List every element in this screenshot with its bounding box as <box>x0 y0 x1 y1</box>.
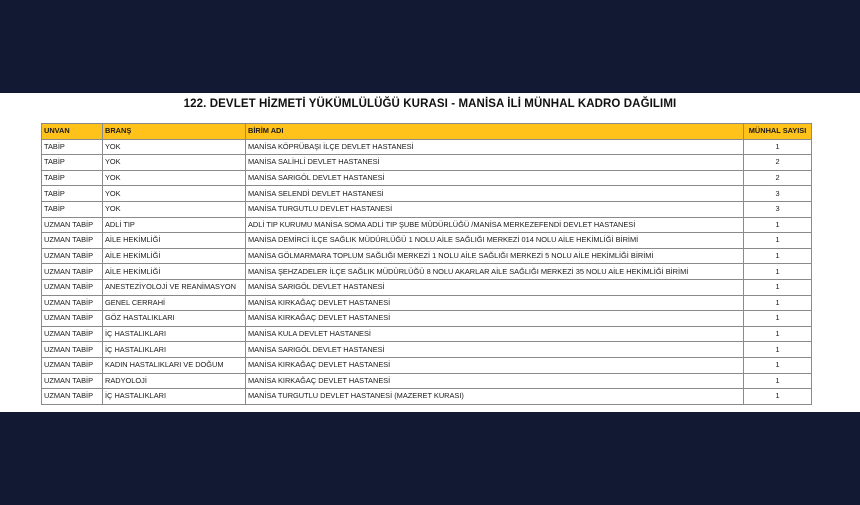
cell-brans: AİLE HEKİMLİĞİ <box>103 233 246 249</box>
table-row <box>42 217 812 233</box>
cell-unvan: UZMAN TABİP <box>42 233 103 249</box>
table-row <box>42 186 812 202</box>
table-row <box>42 264 812 280</box>
cell-unvan: UZMAN TABİP <box>42 373 103 389</box>
page-title: 122. DEVLET HİZMETİ YÜKÜMLÜLÜĞÜ KURASI - MANİSA İLİ MÜNHAL KADRO DAĞILIMI <box>183 98 677 110</box>
header-brans: BRANŞ <box>103 124 246 140</box>
cell-unvan: TABİP <box>42 155 103 171</box>
cell-unvan: TABİP <box>42 186 103 202</box>
cell-brans: ANESTEZİYOLOJİ VE REANİMASYON <box>103 279 246 295</box>
cell-birim: MANİSA DEMİRCİ İLÇE SAĞLIK MÜDÜRLÜĞÜ 1 NOLU AİLE SAĞLIĞI MERKEZİ 014 NOLU AİLE HEKİMLİĞİ BİRİMİ <box>246 233 744 249</box>
cell-sayi: 1 <box>744 264 812 280</box>
cell-brans: GÖZ HASTALIKLARI <box>103 311 246 327</box>
cell-sayi: 1 <box>744 326 812 342</box>
cell-brans: RADYOLOJİ <box>103 373 246 389</box>
cell-birim: MANİSA GÖLMARMARA TOPLUM SAĞLIĞI MERKEZİ 1 NOLU AİLE SAĞLIĞI MERKEZİ 5 NOLU AİLE HEKİMLİĞİ BİRİMİ <box>246 248 744 264</box>
cell-birim: MANİSA TURGUTLU DEVLET HASTANESİ (MAZERET KURASI) <box>246 389 744 405</box>
table-row <box>42 373 812 389</box>
cell-sayi: 1 <box>744 311 812 327</box>
cell-brans: GENEL CERRAHİ <box>103 295 246 311</box>
cell-sayi: 3 <box>744 186 812 202</box>
table-row <box>42 248 812 264</box>
cell-sayi: 1 <box>744 357 812 373</box>
cell-unvan: UZMAN TABİP <box>42 264 103 280</box>
table-row <box>42 201 812 217</box>
table-row <box>42 389 812 405</box>
cell-brans: YOK <box>103 170 246 186</box>
cell-brans: YOK <box>103 186 246 202</box>
table-row <box>42 139 812 155</box>
table-row <box>42 295 812 311</box>
cell-sayi: 1 <box>744 389 812 405</box>
cell-birim: MANİSA ŞEHZADELER İLÇE SAĞLIK MÜDÜRLÜĞÜ 8 NOLU AKARLAR AİLE SAĞLIĞI MERKEZİ 35 NOLU AİLE HEKİMLİĞİ BİRİMİ <box>246 264 744 280</box>
cell-sayi: 1 <box>744 233 812 249</box>
cell-brans: İÇ HASTALIKLARI <box>103 326 246 342</box>
cell-sayi: 1 <box>744 248 812 264</box>
cell-sayi: 1 <box>744 342 812 358</box>
cell-unvan: UZMAN TABİP <box>42 342 103 358</box>
cell-birim: MANİSA SARIGÖL DEVLET HASTANESİ <box>246 342 744 358</box>
cell-sayi: 1 <box>744 373 812 389</box>
cell-sayi: 1 <box>744 279 812 295</box>
cell-birim: MANİSA KIRKAĞAÇ DEVLET HASTANESİ <box>246 311 744 327</box>
cell-birim: ADLİ TIP KURUMU MANİSA SOMA ADLİ TIP ŞUBE MÜDÜRLÜĞÜ /MANİSA MERKEZEFENDİ DEVLET HASTANESİ <box>246 217 744 233</box>
cell-unvan: TABİP <box>42 139 103 155</box>
table-row <box>42 311 812 327</box>
table-row <box>42 326 812 342</box>
cell-birim: MANİSA SELENDİ DEVLET HASTANESİ <box>246 186 744 202</box>
table-row <box>42 279 812 295</box>
table-row <box>42 357 812 373</box>
header-unvan: UNVAN <box>42 124 103 140</box>
cell-unvan: UZMAN TABİP <box>42 248 103 264</box>
header-sayi: MÜNHAL SAYISI <box>744 124 812 140</box>
cell-unvan: UZMAN TABİP <box>42 279 103 295</box>
cell-unvan: UZMAN TABİP <box>42 389 103 405</box>
cell-brans: YOK <box>103 155 246 171</box>
table-header-row <box>42 124 812 140</box>
cell-sayi: 3 <box>744 201 812 217</box>
cell-sayi: 1 <box>744 139 812 155</box>
cell-unvan: UZMAN TABİP <box>42 326 103 342</box>
cell-brans: İÇ HASTALIKLARI <box>103 389 246 405</box>
cell-birim: MANİSA SALİHLİ DEVLET HASTANESİ <box>246 155 744 171</box>
vacancy-table <box>41 123 812 405</box>
cell-brans: AİLE HEKİMLİĞİ <box>103 264 246 280</box>
cell-brans: AİLE HEKİMLİĞİ <box>103 248 246 264</box>
cell-birim: MANİSA KULA DEVLET HASTANESİ <box>246 326 744 342</box>
cell-birim: MANİSA KÖPRÜBAŞI İLÇE DEVLET HASTANESİ <box>246 139 744 155</box>
table-row <box>42 233 812 249</box>
cell-birim: MANİSA SARIGÖL DEVLET HASTANESİ <box>246 279 744 295</box>
cell-brans: KADIN HASTALIKLARI VE DOĞUM <box>103 357 246 373</box>
table-body <box>42 139 812 404</box>
cell-sayi: 2 <box>744 155 812 171</box>
cell-unvan: UZMAN TABİP <box>42 217 103 233</box>
cell-sayi: 1 <box>744 295 812 311</box>
cell-birim: MANİSA KIRKAĞAÇ DEVLET HASTANESİ <box>246 357 744 373</box>
table-row <box>42 170 812 186</box>
cell-birim: MANİSA TURGUTLU DEVLET HASTANESİ <box>246 201 744 217</box>
cell-unvan: TABİP <box>42 201 103 217</box>
cell-birim: MANİSA KIRKAĞAÇ DEVLET HASTANESİ <box>246 295 744 311</box>
cell-brans: ADLİ TIP <box>103 217 246 233</box>
cell-birim: MANİSA SARIGÖL DEVLET HASTANESİ <box>246 170 744 186</box>
cell-unvan: UZMAN TABİP <box>42 357 103 373</box>
document-page <box>0 93 860 412</box>
header-birim: BİRİM ADI <box>246 124 744 140</box>
table-row <box>42 155 812 171</box>
cell-unvan: TABİP <box>42 170 103 186</box>
cell-unvan: UZMAN TABİP <box>42 295 103 311</box>
cell-sayi: 1 <box>744 217 812 233</box>
cell-brans: İÇ HASTALIKLARI <box>103 342 246 358</box>
cell-brans: YOK <box>103 201 246 217</box>
cell-sayi: 2 <box>744 170 812 186</box>
cell-birim: MANİSA KIRKAĞAÇ DEVLET HASTANESİ <box>246 373 744 389</box>
cell-unvan: UZMAN TABİP <box>42 311 103 327</box>
table-row <box>42 342 812 358</box>
cell-brans: YOK <box>103 139 246 155</box>
